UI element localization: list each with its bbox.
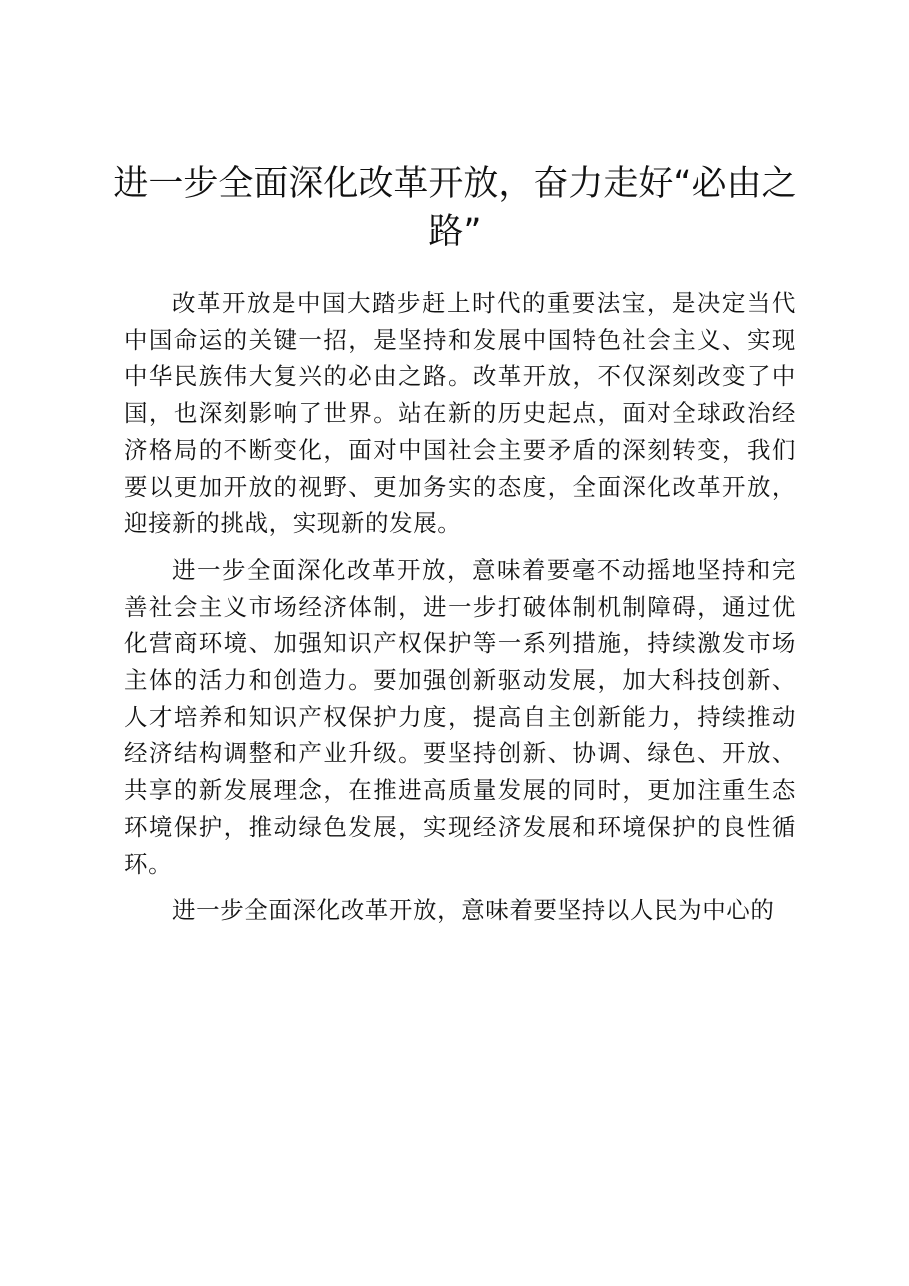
- paragraph: 进一步全面深化改革开放，意味着要毫不动摇地坚持和完善社会主义市场经济体制，进一步打破体制机制障碍，通过优化营商环境、加强知识产权保护等一系列措施，持续激发市场主体的活力和创造力。要加强创新驱动发展，加大科技创新、人才培养和知识产权保护力度，提高自主创新能力，持续推动经济结构调整和产业升级。要坚持创新、协调、绿色、开放、共享的新发展理念，在推进高质量发展的同时，更加注重生态环境保护，推动绿色发展，实现经济发展和环境保护的良性循环。: [124, 555, 796, 878]
- paragraph: 改革开放是中国大踏步赶上时代的重要法宝，是决定当代中国命运的关键一招，是坚持和发展中国特色社会主义、实现中华民族伟大复兴的必由之路。改革开放，不仅深刻改变了中国，也深刻影响了世界。站在新的历史起点，面对全球政治经济格局的不断变化，面对中国社会主要矛盾的深刻转变，我们要以更加开放的视野、更加务实的态度，全面深化改革开放，迎接新的挑战，实现新的发展。: [124, 289, 796, 538]
- document-title: 进一步全面深化改革开放，奋力走好“必由之路”: [113, 164, 797, 252]
- document-body: [124, 285, 796, 939]
- paragraph: 进一步全面深化改革开放，意味着要坚持以人民为中心的: [172, 896, 775, 925]
